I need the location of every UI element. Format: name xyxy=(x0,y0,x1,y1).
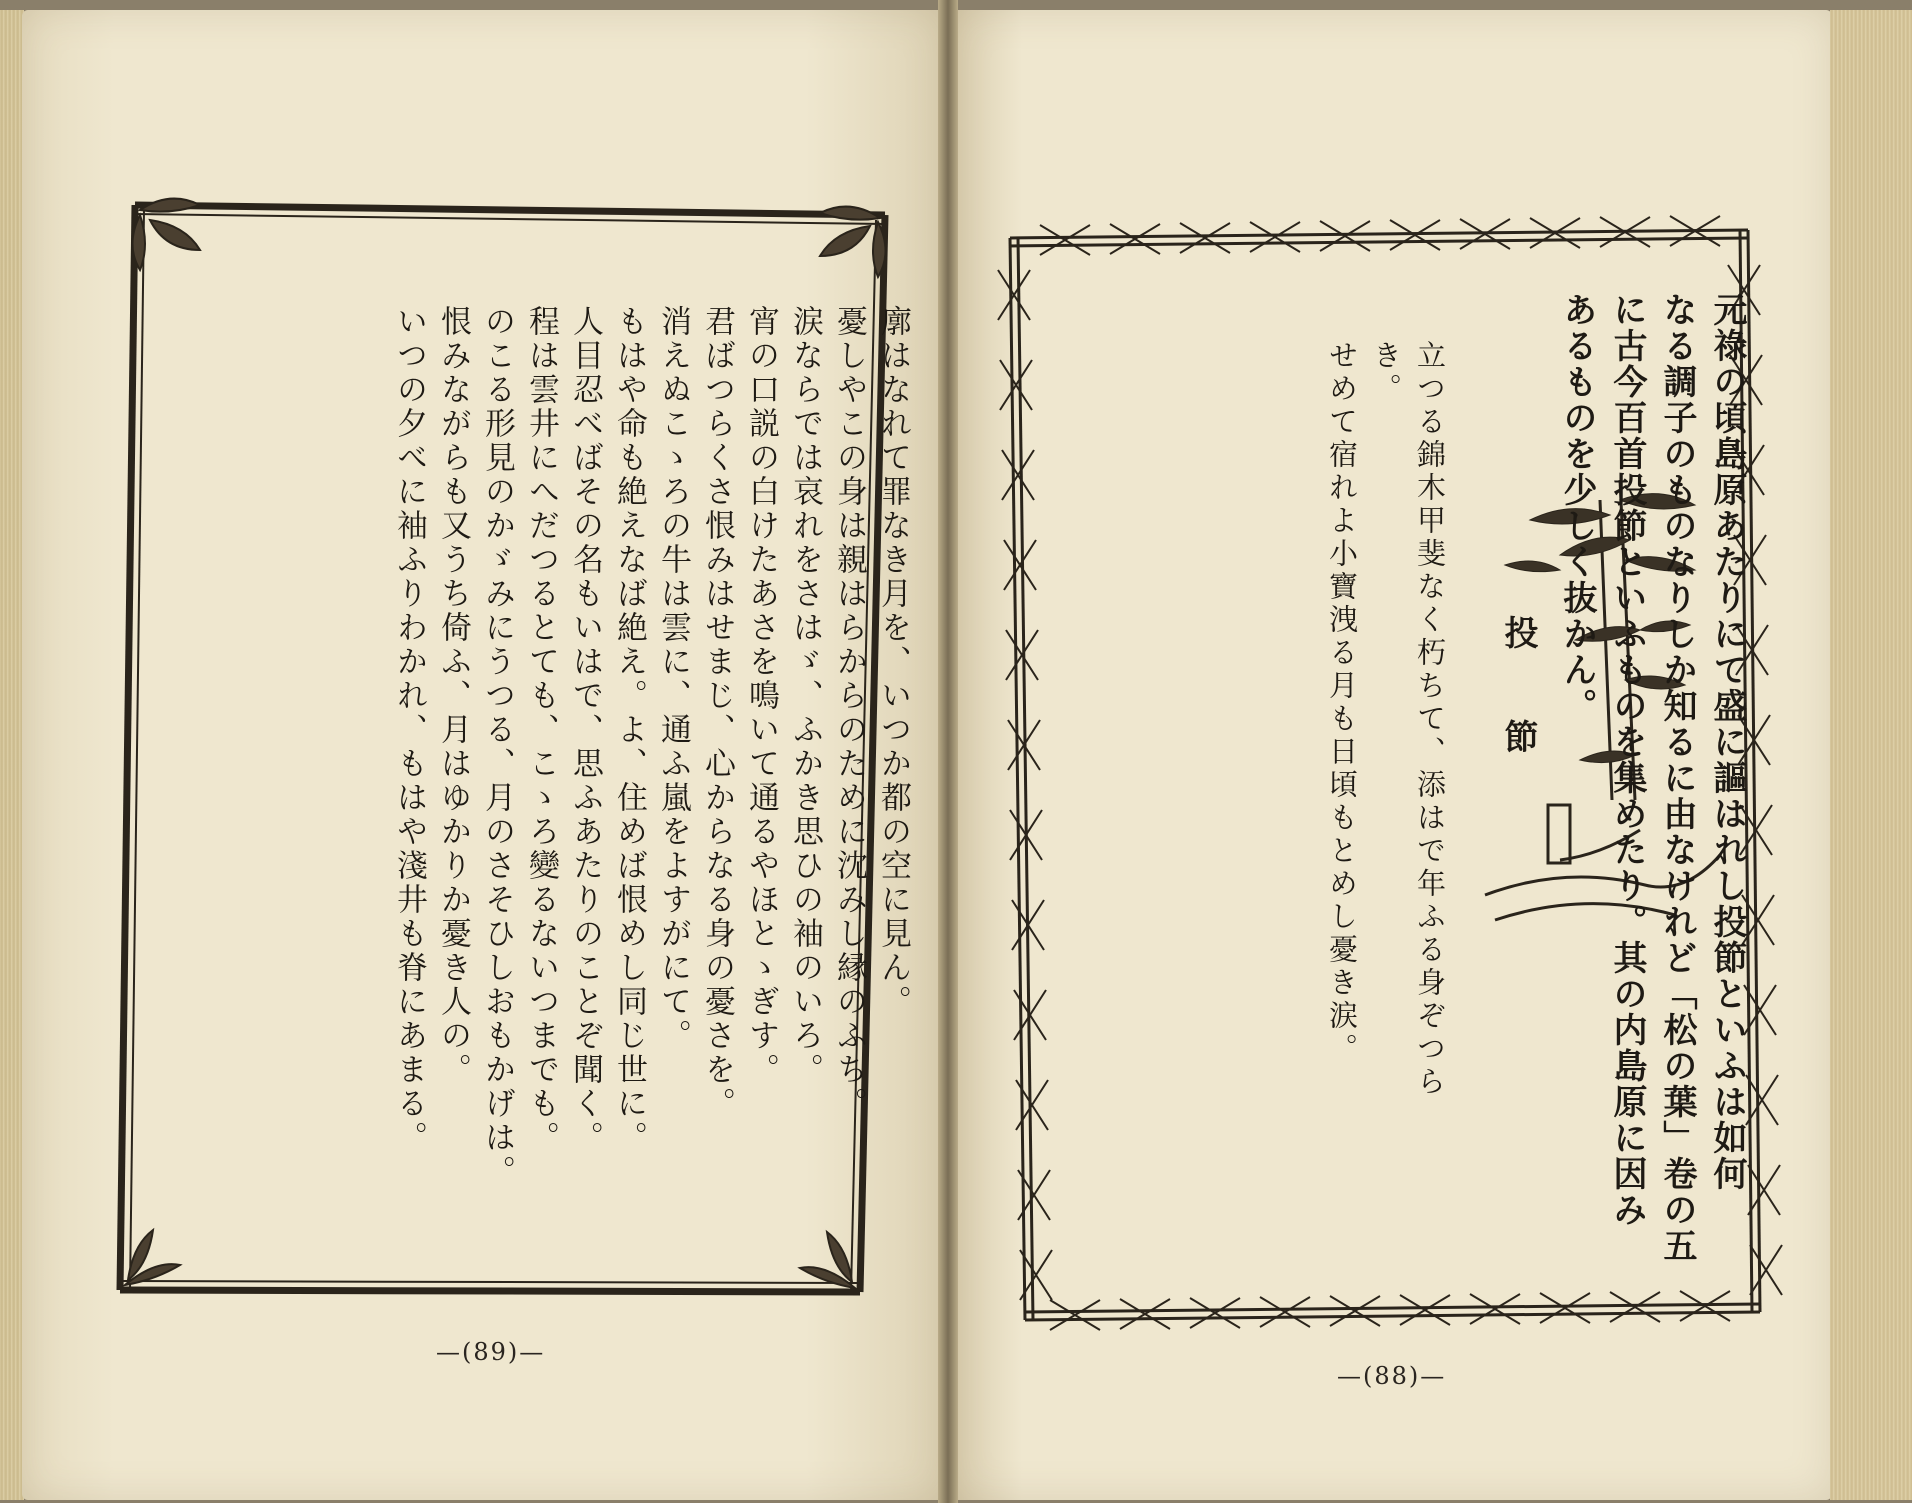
poem-line: 廓はなれて罪なき月を、いつか都の空に見ん。 xyxy=(875,305,911,1019)
poem-line: 涙ならでは哀れをさはゞ、ふかき思ひの袖のいろ。 xyxy=(787,305,823,1087)
poem-line: 人目忍べばその名もいはで、思ふあたりのことぞ聞く。 xyxy=(567,305,603,1155)
poem-text-left xyxy=(215,305,915,1205)
poem-line: いつの夕べに袖ふりわかれ、もはや淺井も脊にあまる。 xyxy=(391,305,427,1155)
intro-line: 元祿の頃島原あたりにて盛に謳はれし投節といふは如何 xyxy=(1707,292,1747,1192)
verse-line: せめて宿れよ小寶洩る月も日頃もとめし憂き涙。 xyxy=(1325,340,1359,1066)
verse-line: 立つる錦木甲斐なく朽ちて、添はで年ふる身ぞつらき。 xyxy=(1369,340,1447,1099)
poem-line: のこる形見のかゞみにうつる、月のさそひしおもかげは。 xyxy=(479,305,515,1189)
poem-line: もはや命も絶えなば絶え。よ、住めば恨めし同じ世に。 xyxy=(611,305,647,1155)
poem-line: 君ばつらくさ恨みはせまじ、心からなる身の憂さを。 xyxy=(699,305,735,1121)
intro-line: なる調子のものなりしか知るに由なけれど「松の葉」卷の五 xyxy=(1657,292,1697,1264)
verse-text-right xyxy=(1272,340,1452,1140)
poem-line: 恨みながらも又うち倚ふ、月はゆかりか憂き人の。 xyxy=(435,305,471,1087)
page-number-left: —(89)— xyxy=(436,1338,546,1366)
page-number-right: —(88)— xyxy=(1337,1362,1447,1390)
poem-line: 程は雲井にへだつるとても、こゝろ變るないつまでも。 xyxy=(523,305,559,1155)
poem-line: 憂しやこの身は親はらからのために沈みし縁のふち。 xyxy=(831,305,867,1121)
section-title: 投節 xyxy=(1498,615,1538,823)
poem-line: 宵の口説の白けたあさを鳴いて通るやほとゝぎす。 xyxy=(743,305,779,1087)
intro-line: あるものを少しく抜かん。 xyxy=(1557,292,1597,724)
poem-line: 消えぬこゝろの牛は雲に、通ふ嵐をよすがにて。 xyxy=(655,305,691,1053)
intro-line: に古今百首投節といふものを集めたり。其の内島原に因み xyxy=(1607,292,1647,1228)
